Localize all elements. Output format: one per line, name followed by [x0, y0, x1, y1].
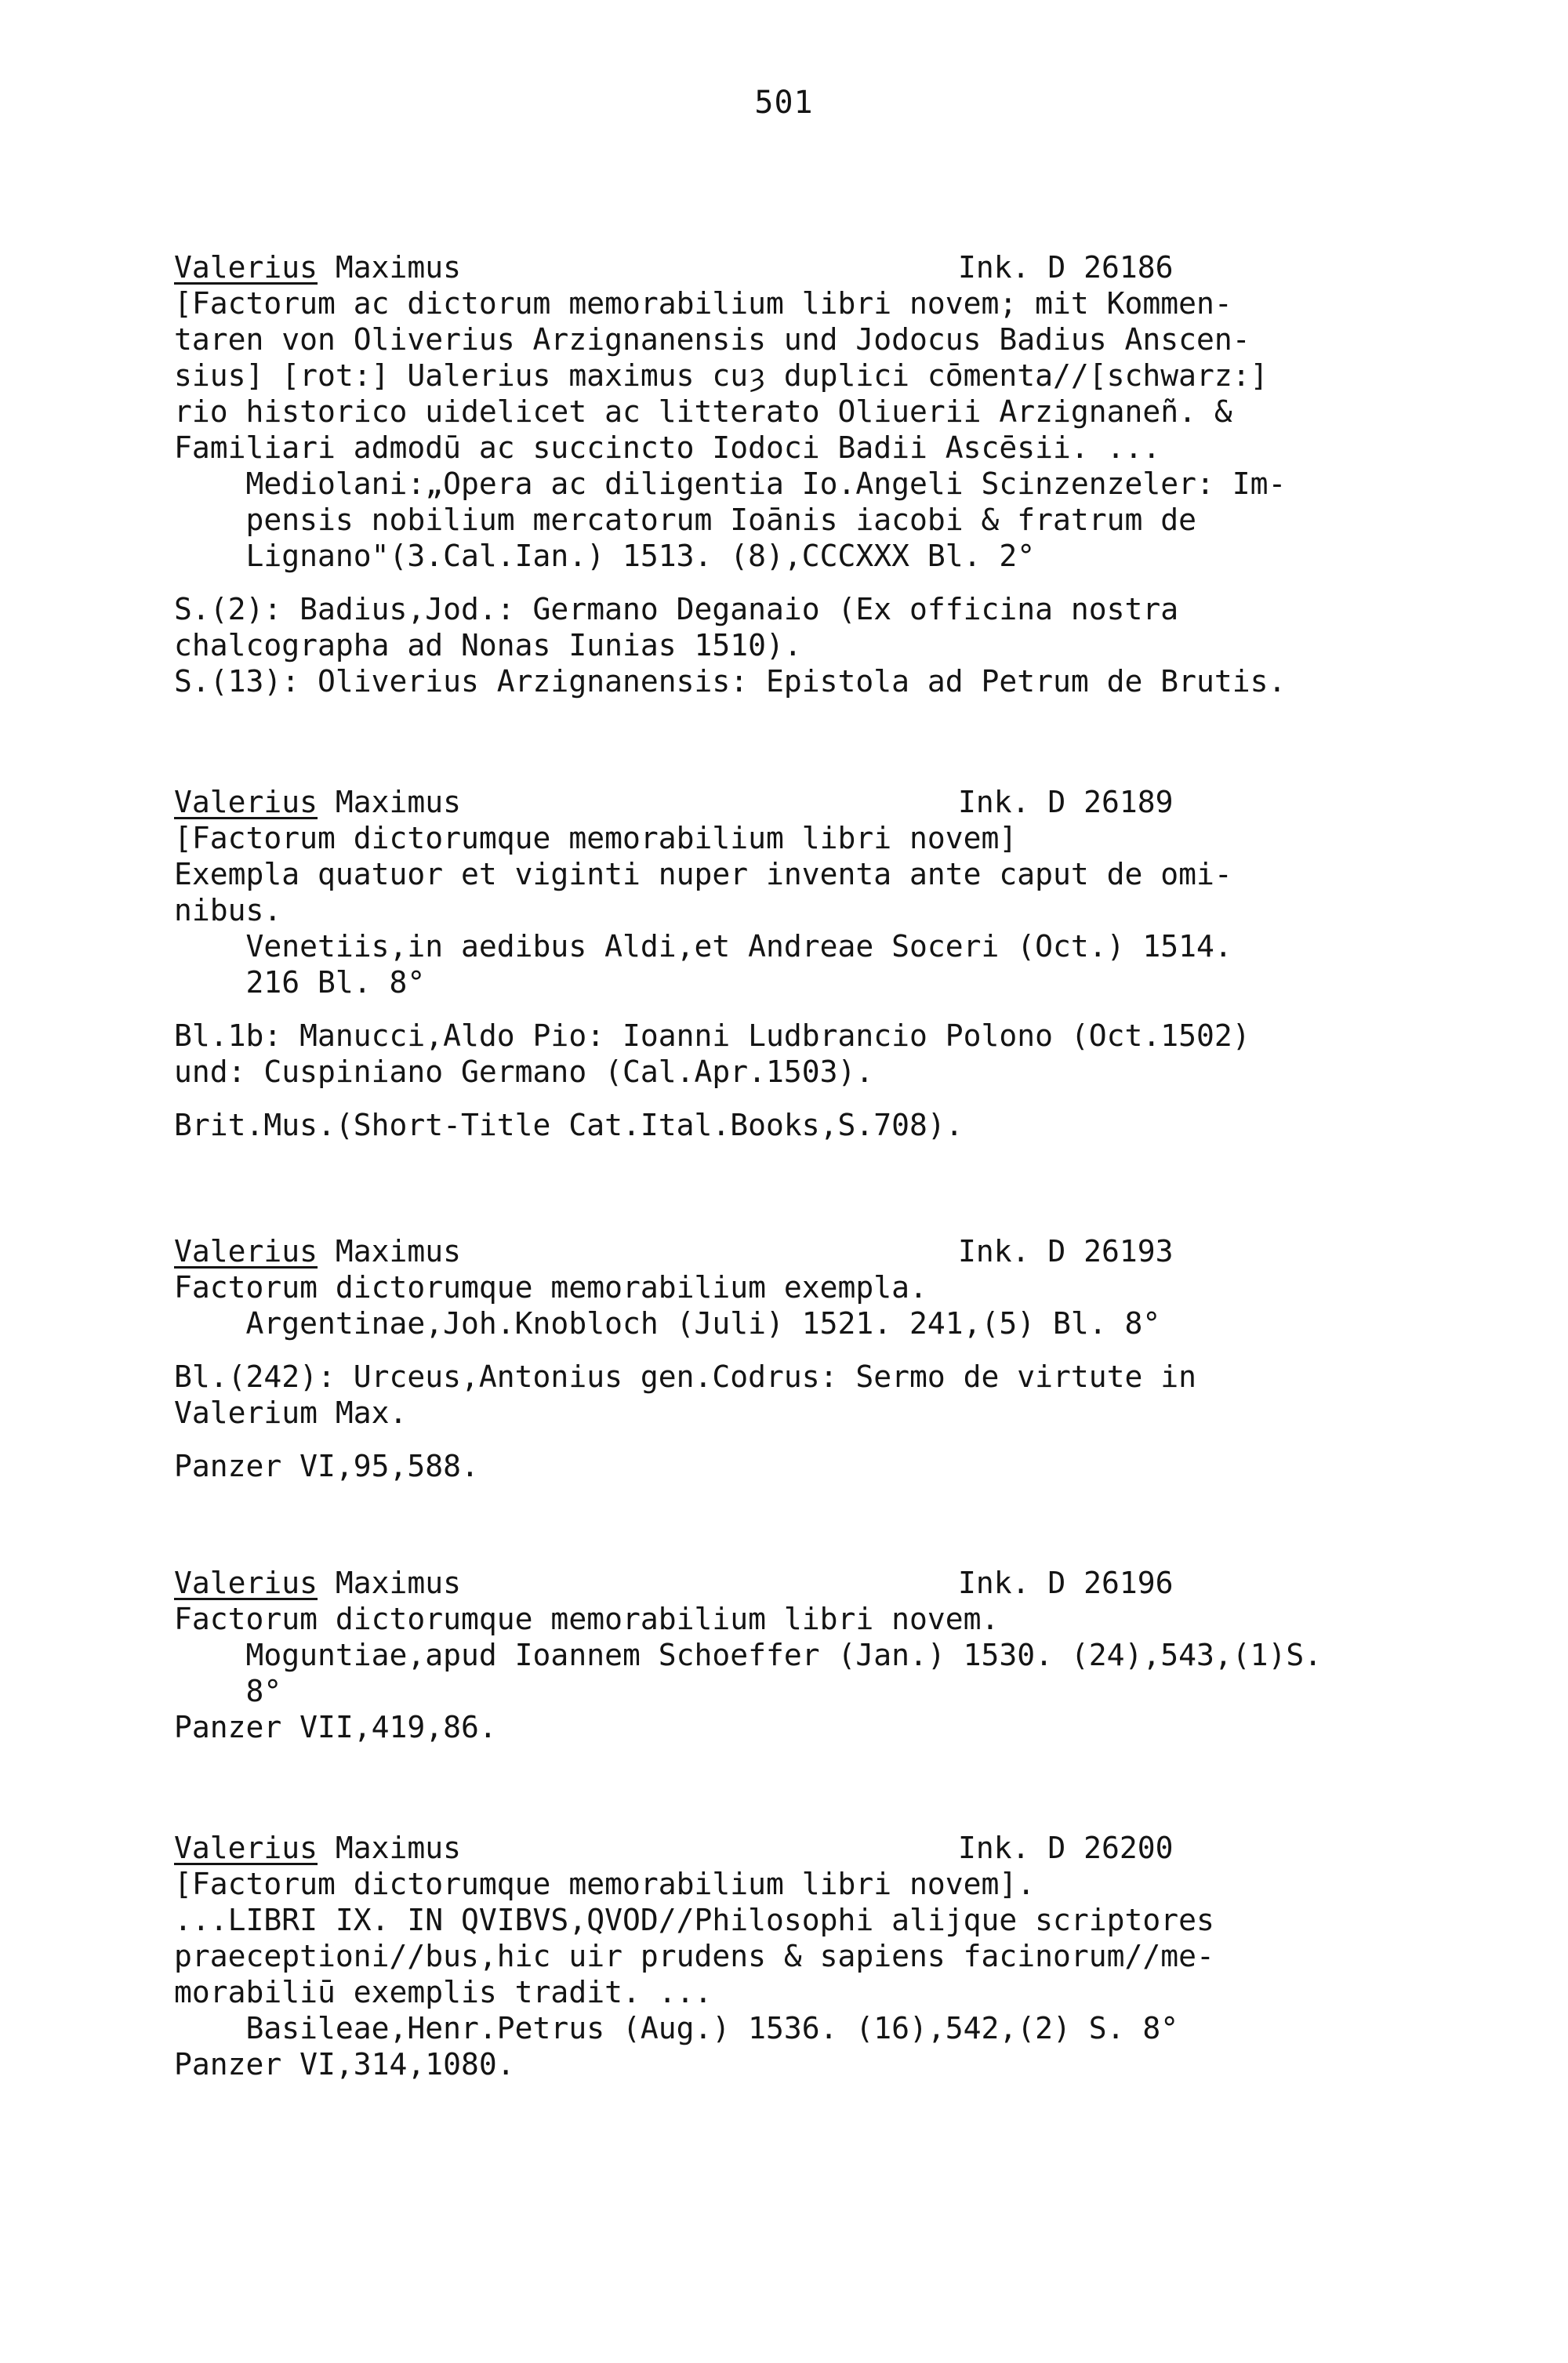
line-gap — [174, 1341, 1397, 1359]
entry-author — [174, 249, 461, 285]
entry-line: S.(2): Badius,Jod.: Germano Deganaio (Ex officina nostra — [174, 592, 1179, 626]
entry-heading — [174, 1565, 1397, 1601]
entry-author — [174, 1830, 461, 1866]
entry-line: Bl.(242): Urceus,Antonius gen.Codrus: Sermo de virtute in — [174, 1359, 1197, 1394]
entry-line: Argentinae,Joh.Knobloch (Juli) 1521. 241,(5) Bl. 8° — [174, 1306, 1161, 1341]
author-surname: Valerius — [174, 1234, 318, 1269]
entry-line: rio historico uidelicet ac litterato Oliuerii Arzignaneñ. & — [174, 394, 1232, 429]
entry-heading — [174, 1233, 1397, 1269]
entry-line: taren von Oliverius Arzignanensis und Jodocus Badius Anscen- — [174, 322, 1250, 357]
line-gap — [174, 1090, 1397, 1107]
entry-line: praeceptioni//bus,hic uir prudens & sapiens facinorum//me- — [174, 1939, 1214, 1973]
entry-author — [174, 1233, 461, 1269]
line-gap — [174, 574, 1397, 591]
catalog-entry — [174, 1233, 1397, 1484]
entry-line: Bl.1b: Manucci,Aldo Pio: Ioanni Ludbrancio Polono (Oct.1502) — [174, 1018, 1250, 1053]
author-surname: Valerius — [174, 250, 318, 285]
entry-line: pensis nobilium mercatorum Ioānis iacobi & fratrum de — [174, 503, 1197, 537]
entry-line: Exempla quatuor et viginti nuper inventa ante caput de omi- — [174, 857, 1232, 891]
incunabula-number: Ink. D 26189 — [958, 785, 1174, 819]
entry-line: Panzer VII,419,86. — [174, 1710, 497, 1744]
entry-line: Lignano"(3.Cal.Ian.) 1513. (8),CCCXXX Bl. 2° — [174, 539, 1036, 573]
author-forename: Maximus — [318, 785, 462, 819]
line-gap — [174, 1431, 1397, 1448]
entry-line: Factorum dictorumque memorabilium exempla. — [174, 1270, 927, 1305]
author-surname: Valerius — [174, 785, 318, 819]
entry-line: Moguntiae,apud Ioannem Schoeffer (Jan.) 1530. (24),543,(1)S. — [174, 1638, 1323, 1672]
entry-heading — [174, 784, 1397, 820]
entry-line: morabiliū exemplis tradit. ... — [174, 1975, 713, 2009]
author-forename: Maximus — [318, 1566, 462, 1600]
entry-author — [174, 1565, 461, 1601]
catalog-entry — [174, 784, 1397, 1143]
entry-line: [Factorum ac dictorum memorabilium libri novem; mit Kommen- — [174, 286, 1232, 321]
entry-line: chalcographa ad Nonas Iunias 1510). — [174, 628, 802, 662]
entry-line: Factorum dictorumque memorabilium libri novem. — [174, 1602, 1000, 1636]
entry-line: 216 Bl. 8° — [174, 965, 426, 1000]
catalog-entry — [174, 1830, 1397, 2082]
entry-line: ...LIBRI IX. IN QVIBVS,QVOD//Philosophi alijque scriptores — [174, 1903, 1214, 1937]
incunabula-number: Ink. D 26196 — [958, 1566, 1174, 1600]
entry-heading — [174, 249, 1397, 285]
entry-line: 8° — [174, 1674, 282, 1708]
entry-line: und: Cuspiniano Germano (Cal.Apr.1503). — [174, 1054, 874, 1089]
author-surname: Valerius — [174, 1566, 318, 1600]
entry-heading — [174, 1830, 1397, 1866]
catalog-entry — [174, 1565, 1397, 1745]
line-gap — [174, 1000, 1397, 1018]
entry-line: nibus. — [174, 893, 282, 927]
entry-author — [174, 784, 461, 820]
page-number: 501 — [754, 85, 814, 121]
author-forename: Maximus — [318, 1831, 462, 1865]
entry-line: Panzer VI,95,588. — [174, 1449, 479, 1483]
incunabula-number: Ink. D 26193 — [958, 1234, 1174, 1269]
incunabula-number: Ink. D 26186 — [958, 250, 1174, 285]
author-forename: Maximus — [318, 250, 462, 285]
entry-line: sius] [rot:] Ualerius maximus cuȝ duplici cōmenta//[schwarz:] — [174, 358, 1269, 393]
author-surname: Valerius — [174, 1831, 318, 1865]
author-forename: Maximus — [318, 1234, 462, 1269]
entry-line: Familiari admodū ac succincto Iodoci Badii Ascēsii. ... — [174, 430, 1161, 465]
incunabula-number: Ink. D 26200 — [958, 1831, 1174, 1865]
catalog-entry — [174, 249, 1397, 699]
entry-line: [Factorum dictorumque memorabilium libri novem] — [174, 821, 1018, 855]
entry-line: S.(13): Oliverius Arzignanensis: Epistola ad Petrum de Brutis. — [174, 664, 1287, 699]
entry-line: Mediolani:„Opera ac diligentia Io.Angeli Scinzenzeler: Im- — [174, 466, 1287, 501]
entry-line: Brit.Mus.(Short-Title Cat.Ital.Books,S.708). — [174, 1108, 964, 1142]
entry-line: [Factorum dictorumque memorabilium libri novem]. — [174, 1867, 1036, 1901]
entry-line: Panzer VI,314,1080. — [174, 2047, 515, 2082]
entry-line: Basileae,Henr.Petrus (Aug.) 1536. (16),542,(2) S. 8° — [174, 2011, 1179, 2045]
entry-line: Valerium Max. — [174, 1396, 408, 1430]
entry-line: Venetiis,in aedibus Aldi,et Andreae Soceri (Oct.) 1514. — [174, 929, 1232, 964]
